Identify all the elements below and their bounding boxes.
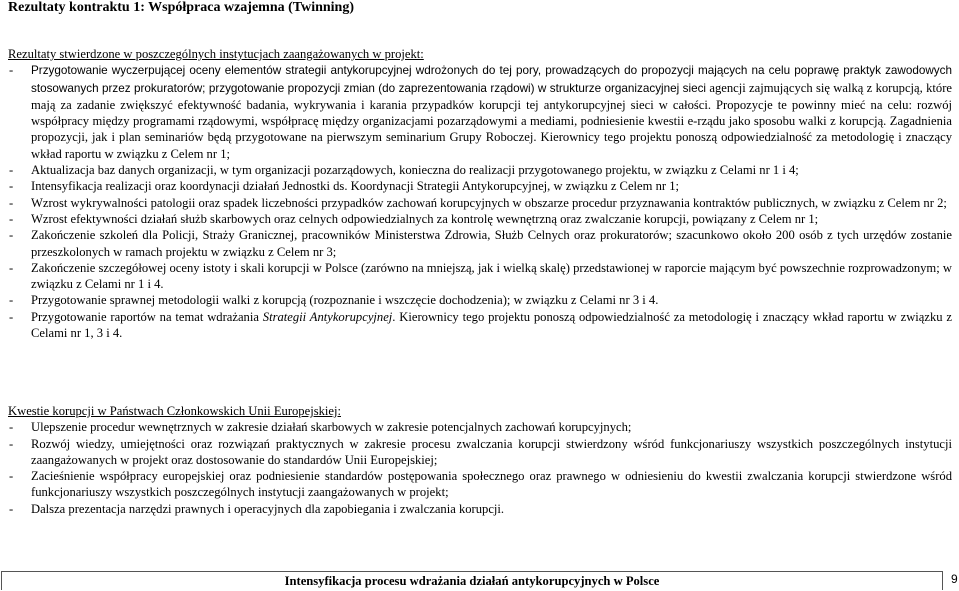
section-heading-eu: Kwestie korupcji w Państwach Członkowskich Unii Europejskiej:: [8, 404, 341, 418]
list-item: [8, 62, 952, 162]
list-item: - Intensyfikacja realizacji oraz koordynacji działań Jednostki ds. Koordynacji Strategii Antykorupcyjnej, w związku z Celem nr 1;: [8, 178, 952, 194]
list-item: - Zakończenie szkoleń dla Policji, Straży Granicznej, pracowników Ministerstwa Zdrowia, Służb Celnych oraz prokuratorów; szacunkowo około 200 osób z tych urzędów zostanie przeszkolonych w ramach projektu w związku z Celem nr 3;: [8, 227, 952, 260]
list-item: - Rozwój wiedzy, umiejętności oraz rozwiązań praktycznych w zakresie procesu zwalczania korupcji stwierdzony wśród funkcjonariuszy wszystkich poszczególnych instytucji zaangażowanych w projekt oraz dostosowanie do standardów Unii Europejskiej;: [8, 436, 952, 469]
list-item: - Wzrost efektywności działań służb skarbowych oraz celnych odpowiedzialnych za kontrolę wewnętrzną oraz zwalczanie korupcji, powiązany z Celem nr 1;: [8, 211, 952, 227]
page-title: Rezultaty kontraktu 1: Współpraca wzajemna (Twinning): [8, 0, 354, 15]
results-list: [8, 62, 952, 341]
list-item: - Aktualizacja baz danych organizacji, w tym organizacji pozarządowych, konieczna do realizacji przygotowanego projektu, w związku z Celami nr 1 i 4;: [8, 162, 952, 178]
list-item: - Dalsza prezentacja narzędzi prawnych i operacyjnych dla zapobiegania i zwalczania korupcji.: [8, 501, 952, 517]
list-item: [8, 309, 952, 342]
list-item: - Wzrost wykrywalności patologii oraz spadek liczebności przypadków zachowań korupcyjnych w obszarze procedur przyznawania kontraktów publicznych, w związku z Celem nr 2;: [8, 195, 952, 211]
list-item-text: agencji zajmujących się walką z korupcją, które mają za zadanie zwiększyć efektywność badania, wykrywania i karania przypadków korupcji tej antykorupcyjnej sieci w całości. Propozycje te powinny mieć na celu: rozwój współpracy między programami rządowymi, współpracę między organizacjami pozarządowymi a mediami, podniesienie kwestii e-rządu jako sposobu walki z korupcją. Zagadnienia propozycji, jak i plan seminariów będą przygotowane na pierwszym seminarium Grupy Roboczej. Kierownicy tego projektu ponoszą odpowiedzialność za metodologię i znaczący wkład raportu w związku z Celem nr 1;: [31, 80, 952, 161]
list-item: - Przygotowanie sprawnej metodologii walki z korupcją (rozpoznanie i wszczęcie dochodzenia); w związku z Celami nr 3 i 4.: [8, 292, 952, 308]
page-number: 9: [951, 572, 958, 586]
eu-issues-list: [8, 419, 952, 517]
list-item-text: Przygotowanie raportów na temat wdrażania: [31, 309, 263, 324]
section-heading-results: Rezultaty stwierdzone w poszczególnych instytucjach zaangażowanych w projekt:: [8, 47, 424, 61]
eu-issues-section: [8, 403, 952, 517]
list-item-text: . Kierownicy tego projektu ponoszą odpowiedzialność za metodologię i znaczący wkład raportu w związku z Celami nr 1, 3 i 4.: [31, 309, 952, 341]
list-item: - Zacieśnienie współpracy europejskiej oraz podniesienie standardów postępowania społecznego oraz prawnego w odniesieniu do kwestii zwalczania korupcji stwierdzone wśród funkcjonariuszy wszystkich poszczególnych instytucji zaangażowanych w projekt;: [8, 468, 952, 501]
list-item-text-sans: Przygotowanie wyczerpującej oceny elementów strategii antykorupcyjnej wdrożonych do tej pory, prowadzących do propozycji mających na celu poprawę praktyk zawodowych stosowanych przez prokuratorów; przygotowanie propozycji zmian (do zaprezentowania rządowi) w strukturze organizacyjnej sieci: [31, 64, 952, 95]
list-item: - Ulepszenie procedur wewnętrznych w zakresie działań skarbowych w zakresie potencjalnych zachowań korupcyjnych;: [8, 419, 952, 435]
footer-banner: Intensyfikacja procesu wdrażania działań antykorupcyjnych w Polsce: [1, 571, 943, 590]
results-section: [8, 46, 952, 341]
list-item: - Zakończenie szczegółowej oceny istoty i skali korupcji w Polsce (zarówno na mniejszą, jak i wielką skalę) przedstawionej w raporcie mającym być powszechnie rozprowadzonym; w związku z Celami nr 1 i 4.: [8, 260, 952, 293]
strategy-title-italic: Strategii Antykorupcyjnej: [262, 309, 393, 324]
